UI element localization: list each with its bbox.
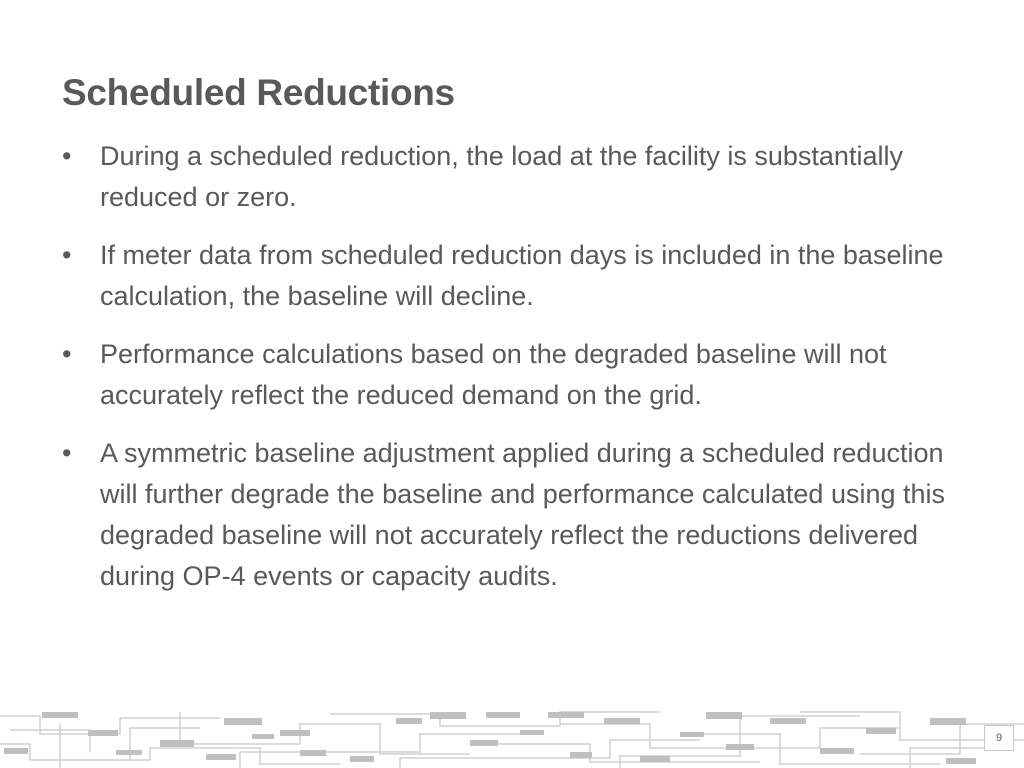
bullet-list bbox=[62, 136, 972, 614]
circuit-chip bbox=[42, 712, 78, 718]
bullet-item bbox=[62, 334, 972, 416]
circuit-chip bbox=[300, 750, 326, 756]
circuit-chip bbox=[4, 748, 28, 754]
bullet-icon: • bbox=[62, 141, 72, 171]
circuit-chip bbox=[88, 730, 118, 736]
slide-title: Scheduled Reductions bbox=[62, 72, 455, 113]
bullet-item bbox=[62, 433, 972, 597]
circuit-chip bbox=[726, 744, 754, 750]
bullet-text: During a scheduled reduction, the load at the facility is substantially reduced or zero. bbox=[100, 141, 903, 212]
circuit-chip bbox=[770, 718, 806, 724]
circuit-chip bbox=[430, 712, 466, 719]
circuit-chip bbox=[604, 718, 640, 724]
bullet-icon: • bbox=[62, 339, 72, 369]
circuit-chip bbox=[930, 718, 966, 725]
circuit-chip bbox=[486, 712, 520, 718]
bullet-icon: • bbox=[62, 438, 72, 468]
bullet-text: A symmetric baseline adjustment applied during a scheduled reduction will further degrade the baseline and performance calculated using this degraded baseline will not accurately reflect the reductions delivered during OP-4 events or capacity audits. bbox=[100, 438, 946, 591]
bullet-icon: • bbox=[62, 240, 72, 270]
bullet-item bbox=[62, 136, 972, 218]
circuit-chip bbox=[706, 712, 742, 719]
circuit-chip bbox=[350, 756, 374, 762]
circuit-chip bbox=[160, 740, 194, 747]
circuit-chip bbox=[946, 758, 976, 764]
circuit-chip bbox=[820, 748, 854, 754]
circuit-chip bbox=[520, 730, 544, 735]
circuit-chip bbox=[680, 732, 704, 737]
bullet-item bbox=[62, 235, 972, 317]
circuit-board-decoration bbox=[0, 704, 1024, 768]
page-number: 9 bbox=[984, 725, 1014, 751]
circuit-chip bbox=[252, 734, 274, 739]
circuit-chip bbox=[396, 718, 422, 724]
bullet-text: Performance calculations based on the degraded baseline will not accurately reflect the reduced demand on the grid. bbox=[100, 339, 887, 410]
circuit-chip bbox=[280, 730, 310, 736]
circuit-chip bbox=[116, 750, 142, 755]
circuit-chip bbox=[224, 718, 262, 725]
bullet-text: If meter data from scheduled reduction days is included in the baseline calculation, the baseline will decline. bbox=[100, 240, 944, 311]
circuit-chip bbox=[206, 754, 236, 760]
circuit-chip bbox=[470, 740, 498, 746]
circuit-chip bbox=[640, 756, 670, 762]
circuit-chip bbox=[866, 728, 896, 734]
circuit-chip bbox=[548, 712, 584, 718]
circuit-chip bbox=[570, 752, 592, 758]
